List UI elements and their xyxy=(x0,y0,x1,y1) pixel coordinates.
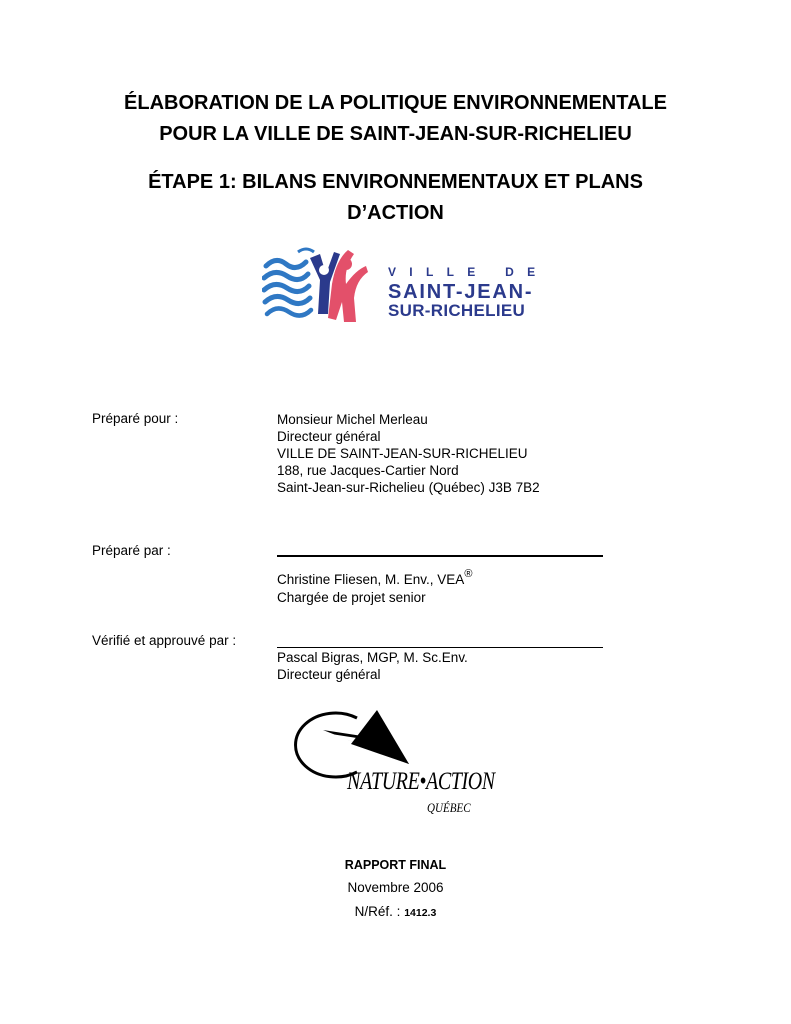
signature-line xyxy=(277,647,603,648)
reference-value: 1412.3 xyxy=(404,907,437,919)
document-subtitle xyxy=(60,167,731,229)
saint-jean-text: SAINT-JEAN- xyxy=(388,281,534,303)
prepared-by-label: Préparé par : xyxy=(92,543,171,558)
preparer-name: Christine Fliesen, M. Env., VEA xyxy=(277,572,465,587)
title-line-1: ÉLABORATION DE LA POLITIQUE ENVIRONNEMENTALE xyxy=(124,92,667,114)
signature-line xyxy=(277,555,603,557)
prepared-by-block xyxy=(277,566,472,606)
prepared-for-block xyxy=(277,411,540,496)
preparer-role: Chargée de projet senior xyxy=(277,590,426,605)
report-reference xyxy=(200,904,591,919)
document-title xyxy=(60,88,731,150)
report-type: RAPPORT FINAL xyxy=(344,858,447,872)
sur-richelieu-text: SUR-RICHELIEU xyxy=(388,301,526,320)
nature-action-logo xyxy=(293,708,495,820)
recipient-street: 188, rue Jacques-Cartier Nord xyxy=(277,463,459,478)
verifier-role: Directeur général xyxy=(277,667,381,682)
recipient-name: Monsieur Michel Merleau xyxy=(277,412,428,427)
verifier-name: Pascal Bigras, MGP, M. Sc.Env. xyxy=(277,650,468,665)
title-line-2: POUR LA VILLE DE SAINT-JEAN-SUR-RICHELIEU xyxy=(159,123,632,145)
recipient-organization: VILLE DE SAINT-JEAN-SUR-RICHELIEU xyxy=(277,446,528,461)
report-date: Novembre 2006 xyxy=(347,880,444,895)
ville-de-text: VILLE DE xyxy=(388,265,549,279)
reference-label: N/Réf. : xyxy=(354,904,405,919)
verified-by-label: Vérifié et approuvé par : xyxy=(92,633,237,648)
nature-action-text: NATURE•ACTION xyxy=(347,768,495,795)
ville-saint-jean-logo xyxy=(262,244,549,326)
quebec-text: QUÉBEC xyxy=(427,800,471,815)
subtitle-line-2: D’ACTION xyxy=(347,202,444,224)
verified-by-block xyxy=(277,649,468,683)
ville-emblem-icon xyxy=(262,244,387,326)
registered-mark: ® xyxy=(464,568,473,580)
recipient-city: Saint-Jean-sur-Richelieu (Québec) J3B 7B2 xyxy=(277,480,540,495)
subtitle-line-1: ÉTAPE 1: BILANS ENVIRONNEMENTAUX ET PLANS xyxy=(148,171,643,193)
recipient-title: Directeur général xyxy=(277,429,381,444)
prepared-for-label: Préparé pour : xyxy=(92,411,179,426)
